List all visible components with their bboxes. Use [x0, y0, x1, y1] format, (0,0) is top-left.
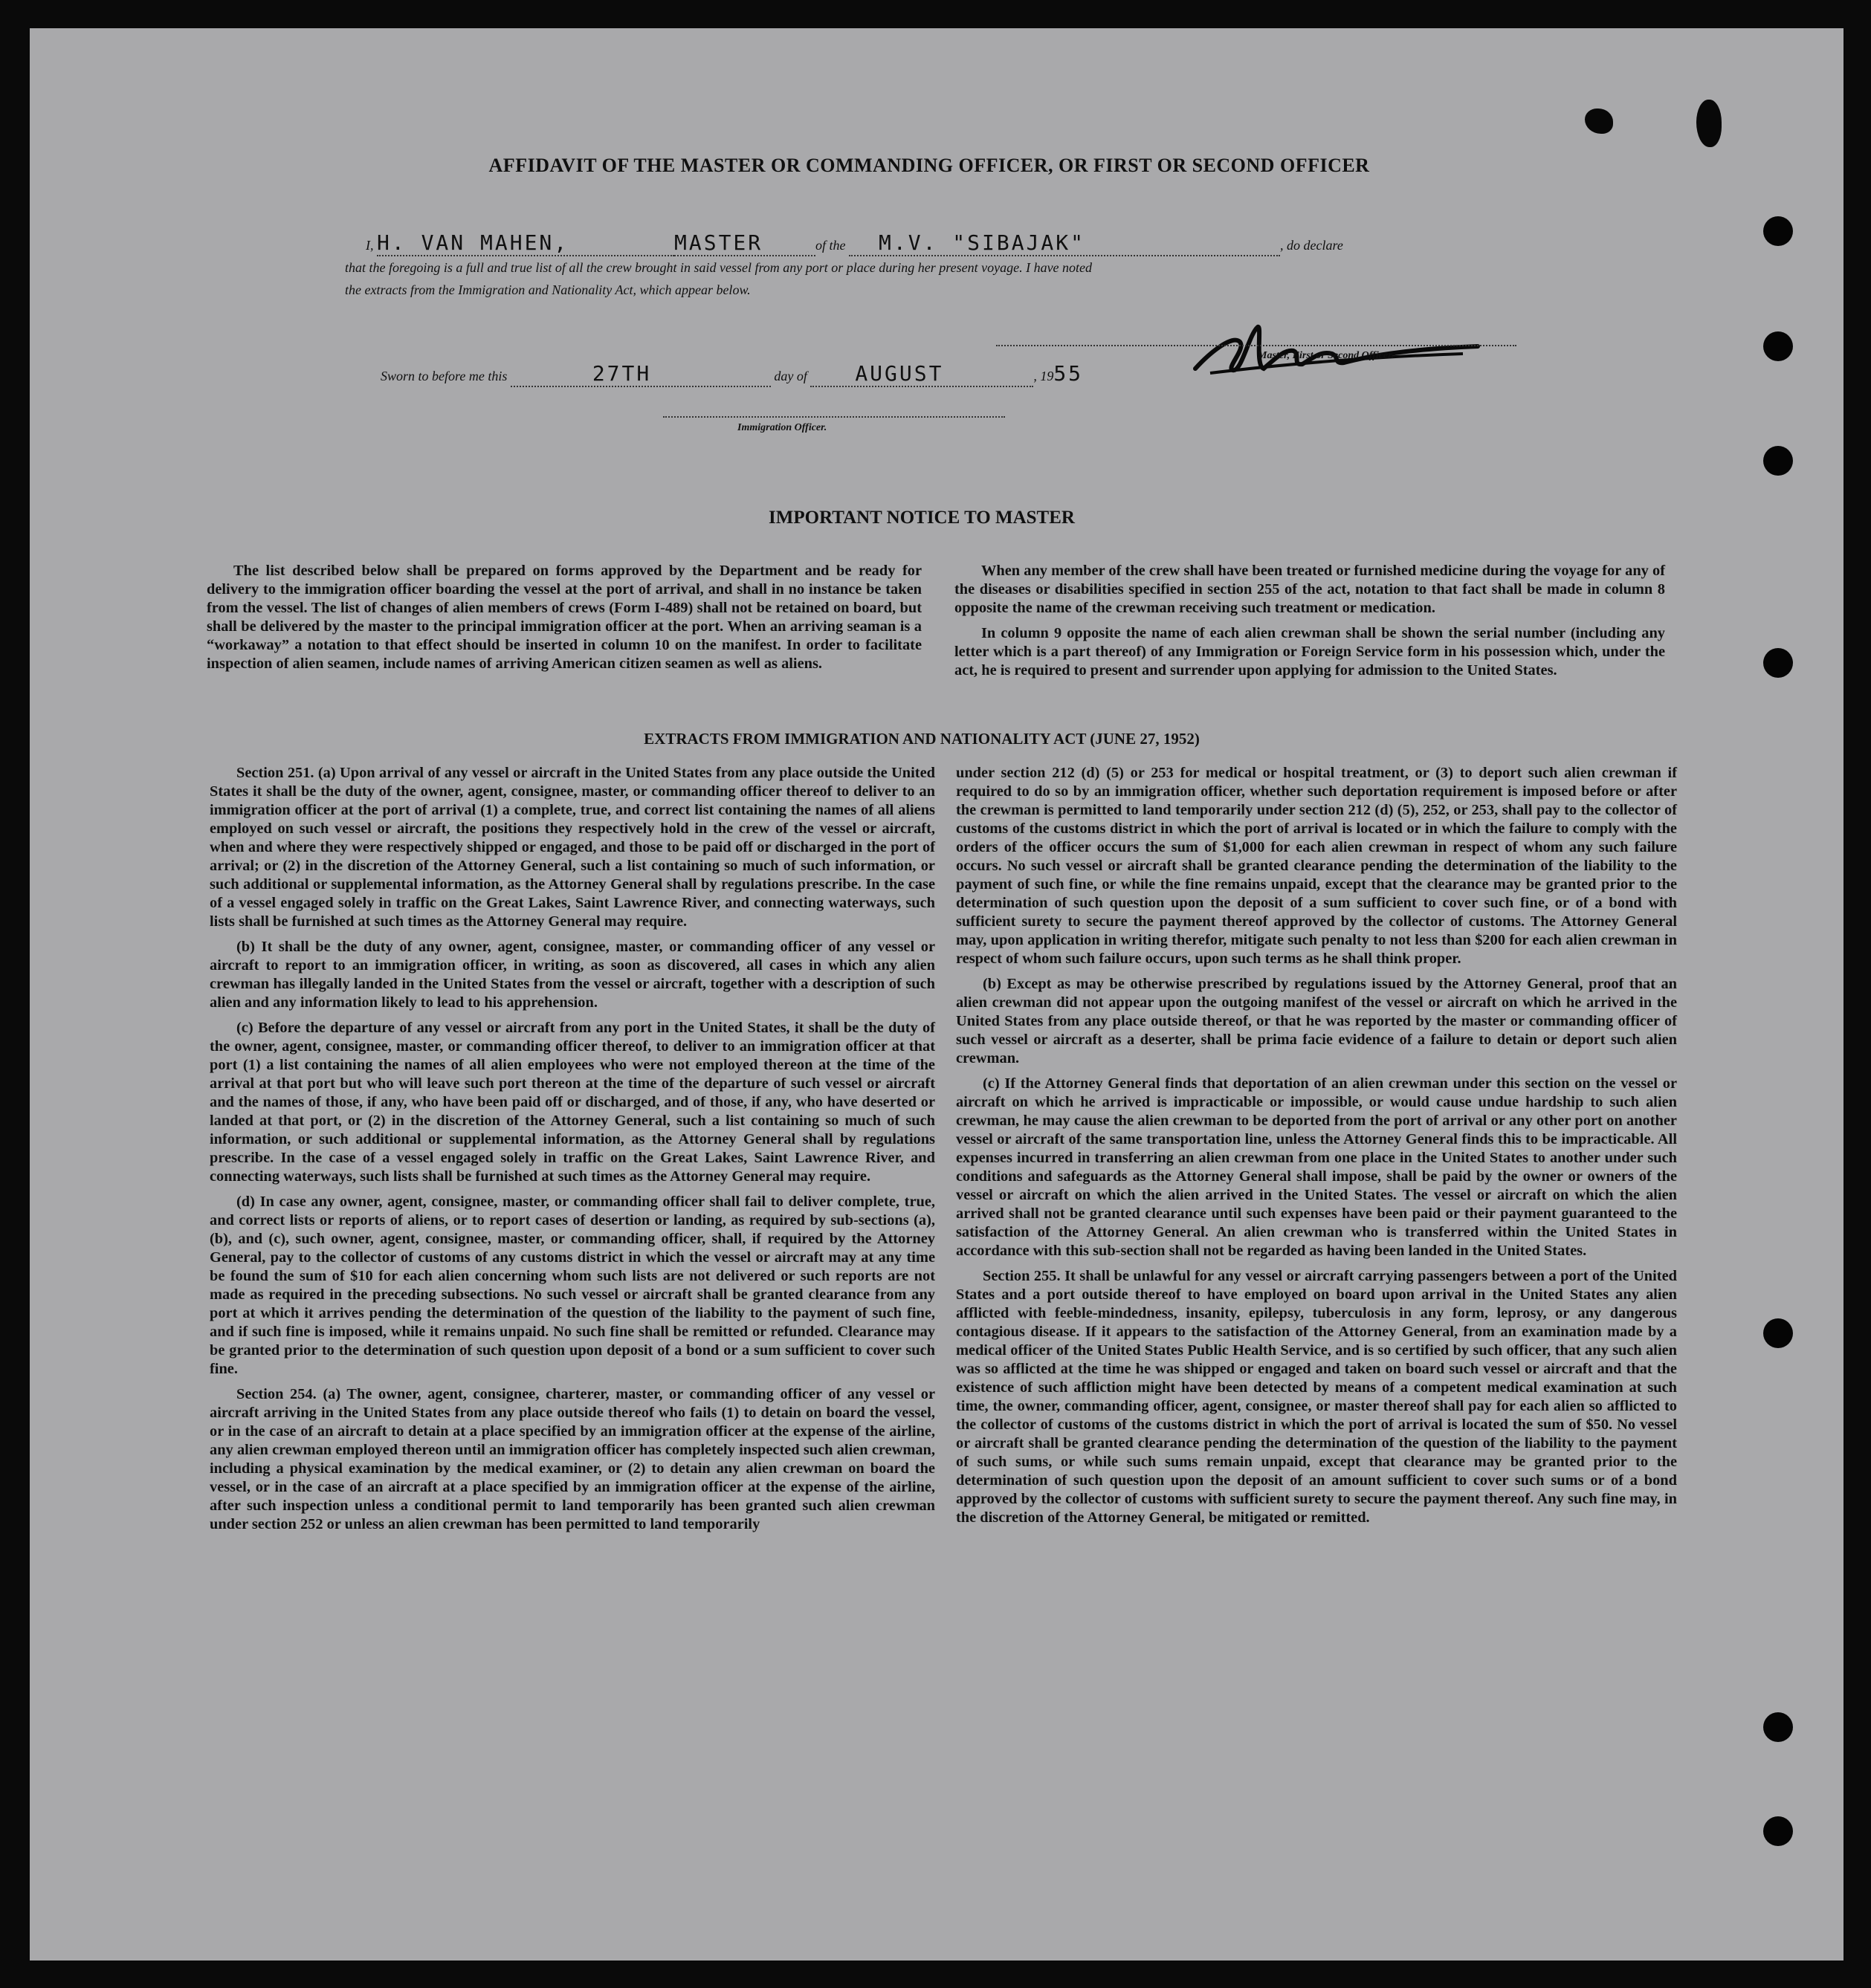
- extracts-right-column: [956, 764, 1677, 1534]
- punch-hole: [1763, 648, 1793, 678]
- punch-hole: [1763, 216, 1793, 246]
- notice-left-text: The list described below shall be prepared on forms approved by the Department and be ready for delivery to the immigration officer boarding the vessel at the port of arrival, and shall in no instance be taken from the vessel. The list of changes of alien members of crews (Form I-489) shall not be retained on board, but shall be delivered by the master to the principal immigration officer at the port. When an arriving seaman is a “workaway” a notation to that effect should be inserted in column 10 on the manifest. In order to facilitate inspection of alien seamen, include names of arriving American citizen seamen as well as aliens.: [207, 563, 922, 672]
- declaration-line: [366, 230, 1343, 256]
- vessel-name-value: M.V. "SIBAJAK": [879, 230, 1086, 255]
- immigration-officer-caption: Immigration Officer.: [737, 422, 827, 433]
- notice-title: IMPORTANT NOTICE TO MASTER: [769, 508, 1075, 528]
- section-254-c: (c) If the Attorney General finds that deportation of an alien crewman under this section on the vessel or aircraft on which he arrived is impracticable or impossible, or would cause undue hardship to such alien crewman, he may cause the alien crewman to be deported from the port of arrival or any other port on another vessel or aircraft of the same transportation line, unless the Attorney General finds this to be impracticable. All expenses incurred in transferring an alien crewman from one place in the United States to another under such conditions and safeguards as the Attorney General shall impose, shall be paid by the owner or owners of the vessel or aircraft on which the alien arrived in the United States. The vessel or aircraft on which the alien arrived shall not be granted clearance until such expenses have been paid or their payment guaranteed to the satisfaction of the Attorney General. An alien crewman who is transferred within the United States in accordance with this sub-section shall not be regarded as having been landed in the United States.: [956, 1075, 1677, 1259]
- immigration-officer-line: [663, 416, 1005, 418]
- section-254-a-continued: under section 212 (d) (5) or 253 for medical or hospital treatment, or (3) to deport such alien crewman if required to do so by an immigration officer, whether such deportation requirement is imposed before or after the crewman is permitted to land temporarily under section 212 (d) (5), 252, or 253, shall pay to the collector of customs of the customs district in which the port of arrival is located or in which the failure to comply with the orders of the officer occurs the sum of $1,000 for each alien crewman in respect of whom any such failure occurs. No such vessel or aircraft shall be granted clearance pending the determination of the liability to the payment of such fine, or while the fine remains unpaid, except that the clearance may be granted prior to the determination of such question upon the deposit of a sum sufficient to cover such fine, or of a bond with sufficient surety to secure the payment thereof approved by the collector of customs. The Attorney General may, upon application in writing therefor, mitigate such penalty to not less than $200 for each alien crewman in respect of whom such failure occurs, upon such terms as he shall think proper.: [956, 765, 1677, 967]
- notice-right-text-1: When any member of the crew shall have been treated or furnished medicine during the voyage for any of the diseases or disabilities specified in section 255 of the act, notation to that fact shall be made in column 8 opposite the name of the crewman receiving such treatment or medication.: [954, 563, 1665, 616]
- punch-hole: [1763, 331, 1793, 361]
- section-251-c: (c) Before the departure of any vessel or aircraft from any port in the United States, it shall be the duty of the owner, agent, consignee, master, or commanding officer thereof, to deliver to an immigration officer at that port (1) a list containing the names of all alien employees who were not employed thereon at the time of the arrival at that port but who will leave such port thereon at the time of the departure of such vessel or aircraft and the names of those, if any, who have been paid off or discharged, and of those, if any, who have deserted or landed at that port, or (2) in the discretion of the Attorney General, such a list containing so much of such information, or such additional or supplemental information, as the Attorney General shall by regulations prescribe. In the case of a vessel engaged solely in traffic on the Great Lakes, Saint Lawrence River, and connecting waterways, such lists shall be furnished at such times as the Attorney General may require.: [210, 1020, 935, 1185]
- ink-blot-2: [1696, 100, 1722, 147]
- notice-left-column: [207, 562, 922, 680]
- notice-right-text-2: In column 9 opposite the name of each alien crewman shall be shown the serial number (including any letter which is a part thereof) of any Immigration or Foreign Service form in his possession which, under the act, he is required to present and surrender upon applying for admission to the United States.: [954, 625, 1665, 679]
- year-value: 55: [1053, 361, 1084, 386]
- section-251-d: (d) In case any owner, agent, consignee, master, or commanding officer shall fail to deliver complete, true, and correct lists or reports of aliens, or to report cases of desertion or landing, as required by sub-sections (a), (b), and (c), such owner, agent, consignee, master, or commanding officer, shall, if required by the Attorney General, pay to the collector of customs of any customs district in which the vessel or aircraft may at any time be found the sum of $10 for each alien concerning whom such lists are not delivered or such reports are not made as required in the preceding subsections. No such vessel or aircraft shall be granted clearance from any port at which it arrives pending the determination of the question of the liability to the payment of such fine, and if such fine is imposed, while it remains unpaid. No such fine shall be remitted or refunded. Clearance may be granted prior to the determination of such question upon deposit of a bond or a sum sufficient to cover such fine.: [210, 1194, 935, 1377]
- signature-line: [996, 345, 1516, 346]
- section-251-a: Section 251. (a) Upon arrival of any vessel or aircraft in the United States from any place outside the United States it shall be the duty of the owner, agent, consignee, master, or commanding officer thereof to deliver to an immigration officer at the port of arrival (1) a complete, true, and correct list containing the names of all aliens employed on such vessel or aircraft, the positions they respectively hold in the crew of the vessel or aircraft, when and where they were respectively shipped or engaged, and those to be paid off or discharged in the port of arrival; or (2) in the discretion of the Attorney General, such a list containing so much of such information, or such additional or supplemental information, as the Attorney General shall by regulations prescribe. In the case of a vessel engaged solely in traffic on the Great Lakes, Saint Lawrence River, and connecting waterways, such lists shall be furnished at such times as the Attorney General may require.: [210, 765, 935, 930]
- punch-hole: [1763, 1712, 1793, 1742]
- do-declare-label: , do declare: [1280, 238, 1343, 253]
- punch-hole: [1763, 1318, 1793, 1348]
- pronoun-i: I,: [366, 238, 374, 253]
- punch-hole: [1763, 446, 1793, 476]
- day-of-label: day of: [774, 369, 807, 383]
- ink-blot-1: [1585, 109, 1613, 134]
- extracts-left-column: [210, 764, 935, 1541]
- section-255: Section 255. It shall be unlawful for any vessel or aircraft carrying passengers between a port of the United States and a port outside thereof to have employed on board upon arrival in the United States any alien afflicted with feeble-mindedness, insanity, epilepsy, tuberculosis in any form, leprosy, or any dangerous contagious disease. If it appears to the satisfaction of the Attorney General, from an examination made by a medical officer of the United States Public Health Service, and is so certified by such officer, that any such alien was so afflicted at the time he was shipped or engaged and taken on board such vessel or aircraft and that the existence of such affliction might have been detected by means of a competent medical examination at such time, the owner, commanding officer, agent, consignee, or master thereof shall pay for each alien so afflicted to the collector of customs of the customs district in which the port of arrival is located the sum of $50. No vessel or aircraft shall be granted clearance pending the determination of the question of the liability to the payment of such sums, or while such sums remain unpaid, except that clearance may be granted prior to the determination of such question upon the deposit of an amount sufficient to cover such sums or of a bond approved by the collector of customs with sufficient surety to secure the payment thereof. Any such fine may, in the discretion of the Attorney General, be mitigated or remitted.: [956, 1268, 1677, 1526]
- sworn-line: [381, 361, 1083, 387]
- year-prefix: , 19: [1033, 369, 1054, 383]
- month-value: AUGUST: [855, 361, 944, 386]
- declaration-text-2: the extracts from the Immigration and Nationality Act, which appear below.: [345, 282, 751, 297]
- section-254-a: Section 254. (a) The owner, agent, consignee, charterer, master, or commanding officer of any vessel or aircraft arriving in the United States from any place outside thereof who fails (1) to detain on board the vessel, or in the case of an aircraft to detain at a place specified by an immigration officer at the expense of the airline, any alien crewman employed thereon until an immigration officer has completely inspected such alien crewman, including a physical examination by the medical examiner, or (2) to detain any alien crewman on board the vessel, or in the case of an aircraft at a place specified by an immigration officer at the expense of the airline, after such inspection unless a conditional permit to land temporarily has been granted such alien crewman under section 252 or unless an alien crewman has been permitted to land temporarily: [210, 1386, 935, 1532]
- master-name-value: H. VAN MAHEN,: [377, 230, 569, 255]
- affidavit-title: AFFIDAVIT OF THE MASTER OR COMMANDING OFFICER, OR FIRST OR SECOND OFFICER: [488, 155, 1370, 176]
- notice-right-column: [954, 562, 1665, 687]
- rank-value: MASTER: [674, 230, 763, 255]
- sworn-label: Sworn to before me this: [381, 369, 508, 383]
- punch-hole: [1763, 1816, 1793, 1846]
- section-254-b: (b) Except as may be otherwise prescribed by regulations issued by the Attorney General, proof that an alien crewman did not appear upon the outgoing manifest of the vessel or aircraft on which he arrived in the United States from any place outside thereof, or that he was reported by the master or commanding officer of such vessel or aircraft as a deserter, shall be prima facie evidence of a failure to detain or deport such alien crewman.: [956, 976, 1677, 1066]
- document-page: [30, 28, 1843, 1961]
- signature-caption: Master, First or Second Officer.: [1258, 350, 1395, 361]
- extracts-title: EXTRACTS FROM IMMIGRATION AND NATIONALITY ACT (JUNE 27, 1952): [644, 730, 1200, 748]
- section-251-b: (b) It shall be the duty of any owner, agent, consignee, master, or commanding officer of any vessel or aircraft to report to an immigration officer, in writing, as soon as discovered, all cases in which any alien crewman has illegally landed in the United States from the vessel or aircraft, together with a description of such alien and any information likely to lead to his apprehension.: [210, 939, 935, 1011]
- declaration-text-1: that the foregoing is a full and true list of all the crew brought in said vessel from any port or place during her present voyage. I have noted: [345, 260, 1093, 275]
- of-the-label: of the: [815, 238, 846, 253]
- day-value: 27TH: [592, 361, 652, 386]
